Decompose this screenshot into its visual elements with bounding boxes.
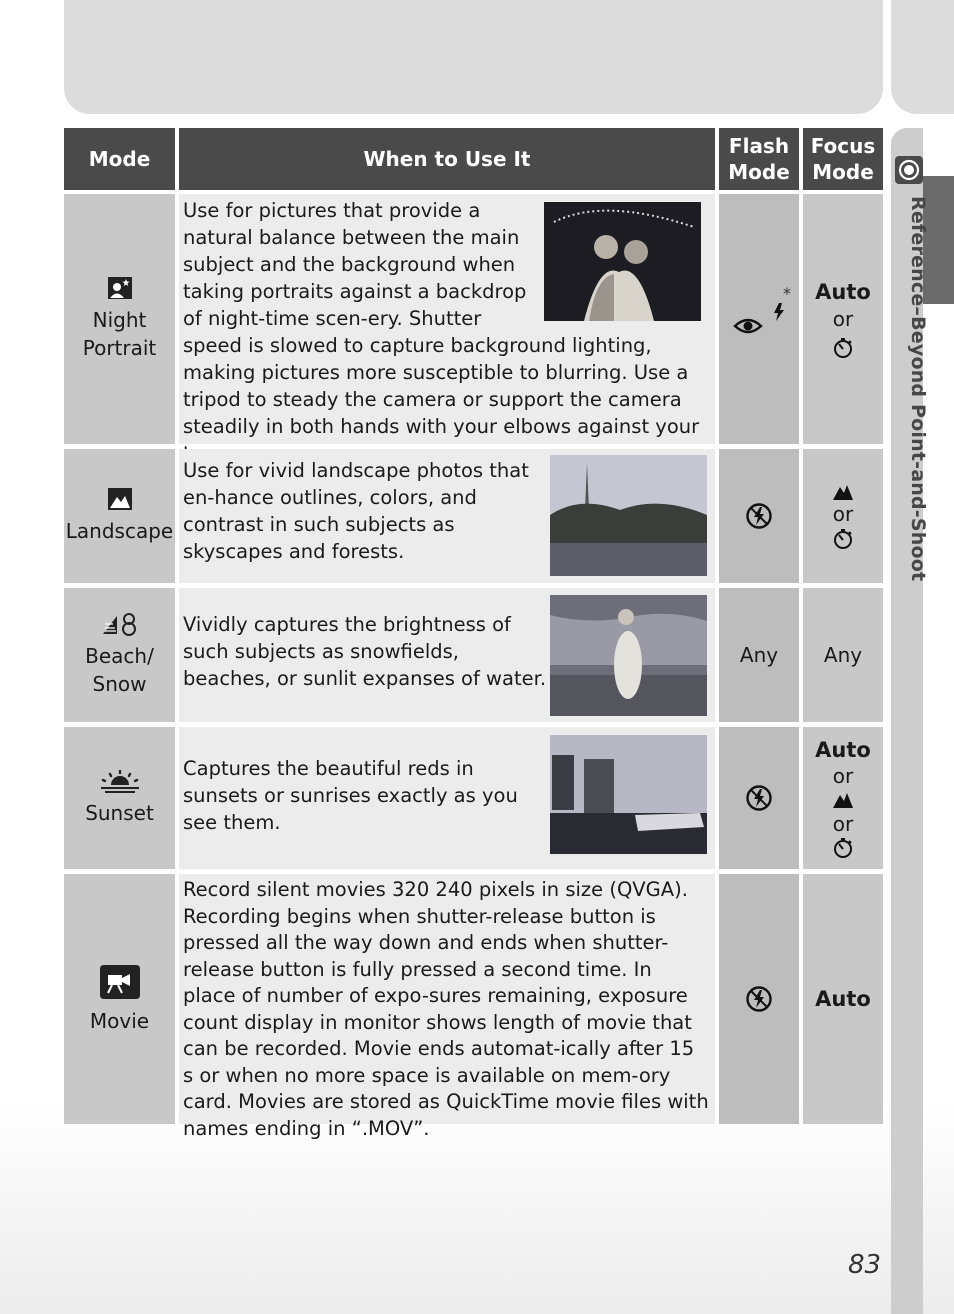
night-portrait-icon — [107, 276, 133, 300]
sunset-photo — [550, 735, 707, 861]
description-text: Use for vivid landscape photos that en-hance outlines, colors, and contrast in such subjects as skyscapes and forests. — [183, 459, 529, 563]
page-number: 83 — [848, 1250, 882, 1280]
focus-auto: Auto — [815, 280, 871, 304]
header-focus: Focus Mode — [803, 128, 883, 190]
mode-label: Beach/ Snow — [85, 644, 154, 696]
mode-label: Sunset — [85, 801, 154, 825]
self-timer-icon — [832, 337, 854, 359]
flash-footnote: * — [783, 284, 791, 303]
self-timer-icon — [832, 837, 854, 859]
mode-label: Landscape — [65, 519, 174, 543]
top-right-tab — [891, 0, 954, 114]
focus-cell — [803, 874, 883, 1124]
focus-or: or — [832, 307, 854, 331]
description-text: Use for pictures that provide a natural balance between the main subject and the background when taking portraits against a backdrop of night-time scen-ery. Shutter speed is slowed to capture background lighting, making pictures more susceptible to blurring. Use a tripod to steady the camera or support the camera steadily in both hands with your elbows against your — [183, 199, 700, 438]
mode-cell-landscape — [64, 449, 175, 583]
landscape-photo — [550, 455, 707, 583]
infinity-icon — [832, 483, 854, 501]
beach-photo — [550, 595, 707, 723]
infinity-icon — [832, 791, 854, 809]
mode-cell-movie — [64, 874, 175, 1124]
description-cell — [179, 727, 715, 869]
description-cell — [179, 449, 715, 583]
description-cell — [179, 874, 715, 1140]
flash-off-icon — [745, 784, 773, 812]
mode-cell-night-portrait — [64, 194, 175, 444]
focus-auto: Auto — [815, 986, 871, 1011]
red-eye-slow-sync-icon — [733, 302, 785, 336]
focus-or: or — [832, 812, 854, 836]
header-when: When to Use It — [179, 128, 715, 190]
landscape-icon — [107, 487, 133, 511]
focus-any: Any — [823, 642, 863, 667]
description-cell — [179, 588, 715, 722]
focus-or: or — [832, 501, 854, 526]
flash-cell — [719, 588, 799, 722]
mode-label: Night Portrait — [82, 308, 157, 360]
description-text: Vividly captures the brightness of such subjects as snowfields, beaches, or sunlit expanses of water. — [183, 612, 547, 690]
sunset-icon — [100, 769, 140, 793]
scene-mode-icon — [895, 156, 923, 184]
flash-cell — [719, 727, 799, 869]
self-timer-icon — [832, 528, 854, 550]
side-tab-label: Reference–Beyond Point-and-Shoot — [907, 196, 929, 582]
flash-cell — [719, 449, 799, 583]
description-cell — [179, 194, 715, 444]
focus-cell — [803, 449, 883, 583]
mode-cell-beach-snow — [64, 588, 175, 722]
focus-auto: Auto — [815, 738, 871, 762]
night-portrait-photo — [544, 202, 701, 321]
mode-cell-sunset — [64, 727, 175, 869]
description-text: Captures the beautiful reds in sunsets or sunrises exactly as you see them. — [183, 756, 518, 834]
top-header-panel — [64, 0, 883, 114]
flash-any: Any — [739, 642, 779, 667]
focus-cell — [803, 194, 883, 444]
header-flash: Flash Mode — [719, 128, 799, 190]
flash-off-icon — [745, 985, 773, 1013]
flash-cell — [719, 194, 799, 444]
flash-cell — [719, 874, 799, 1124]
description-text: Record silent movies 320 240 pixels in size (QVGA). Recording begins when shutter-release button is pressed all the way down and ends when shutter-release button is fully pressed a second time. In place of number of expo-sures remaining, exposure count display in monitor shows length of movie that can be recorded. Movie ends automat-ically after 15 s or when no more space is available on mem-ory card. Movies are stored as QuickTime movie files with names ending in “.MOV”. — [183, 878, 709, 1140]
flash-off-icon — [745, 502, 773, 530]
focus-or: or — [832, 764, 854, 788]
mode-label: Movie — [89, 1009, 150, 1033]
beach-snow-icon — [101, 612, 139, 636]
header-mode: Mode — [64, 128, 175, 190]
focus-cell — [803, 727, 883, 869]
movie-icon — [98, 963, 142, 1001]
focus-cell — [803, 588, 883, 722]
